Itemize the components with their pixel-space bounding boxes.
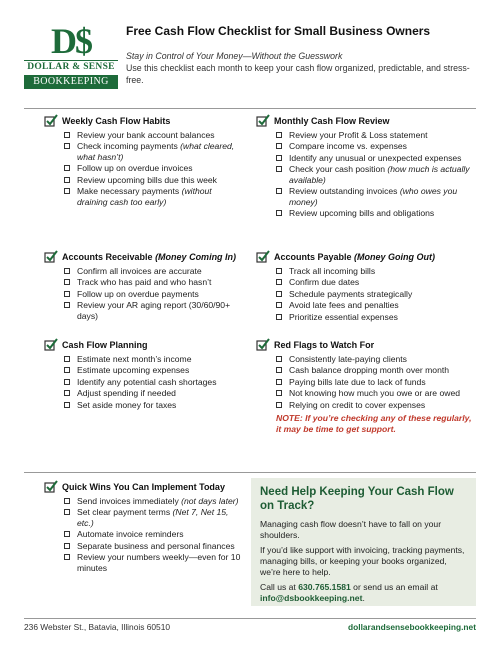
section-quick-wins — [44, 480, 244, 574]
section-heading: Red Flags to Watch For — [256, 338, 476, 352]
help-text-1: Managing cash flow doesn’t have to fall on your shoulders. — [260, 518, 442, 540]
checkbox-icon[interactable] — [64, 356, 70, 362]
checklist — [64, 130, 244, 207]
checkbox-icon[interactable] — [64, 143, 70, 149]
section-heading: Weekly Cash Flow Habits — [44, 114, 244, 128]
footer-address: 236 Webster St., Batavia, Illinois 60510 — [24, 622, 171, 632]
company-logo — [24, 22, 118, 88]
checklist-item — [276, 312, 476, 322]
help-box — [251, 478, 476, 606]
checklist — [64, 496, 244, 573]
section-monthly — [256, 114, 476, 220]
checklist-item — [276, 365, 476, 375]
checklist-item-text: Prioritize essential expenses — [289, 311, 398, 322]
checkbox-icon[interactable] — [64, 177, 70, 183]
checklist — [276, 130, 476, 219]
checklist-item-text: Compare income vs. expenses — [289, 141, 407, 152]
checkbox-icon[interactable] — [276, 268, 282, 274]
section-heading: Monthly Cash Flow Review — [256, 114, 476, 128]
checkbox-icon[interactable] — [64, 291, 70, 297]
phone-link[interactable]: 630.765.1581 — [298, 581, 351, 592]
intro-text: Use this checklist each month to keep your cash flow organized, predictable, and stress-free. — [126, 63, 470, 85]
checklist-item — [64, 163, 244, 173]
checklist-item — [276, 186, 476, 207]
checklist — [64, 354, 244, 410]
help-text-2: If you’d like support with invoicing, tracking payments, managing bills, or keeping your books organized, we’re here to help. — [260, 544, 465, 577]
checkmark-icon — [256, 250, 270, 264]
checkbox-icon[interactable] — [64, 509, 70, 515]
help-contact: Call us at 630.765.1581 or send us an email at info@dsbookkeeping.net. — [260, 581, 438, 603]
checkbox-icon[interactable] — [276, 390, 282, 396]
checklist-item — [64, 130, 244, 140]
checklist-item-text: Confirm all invoices are accurate — [77, 266, 202, 276]
section-divider — [24, 472, 476, 473]
checkbox-icon[interactable] — [64, 402, 70, 408]
header — [24, 22, 484, 102]
checklist-item — [64, 277, 249, 287]
checklist-item — [276, 289, 476, 299]
checklist-item — [64, 496, 244, 506]
checkbox-icon[interactable] — [64, 379, 70, 385]
checkbox-icon[interactable] — [276, 279, 282, 285]
checklist-item-text: Identify any potential cash shortages — [77, 376, 217, 387]
checklist-item — [64, 541, 244, 551]
checklist — [64, 266, 249, 321]
checklist-item — [276, 266, 476, 276]
checklist-item-text: Automate invoice reminders — [77, 529, 184, 540]
checkmark-icon — [256, 114, 270, 128]
checklist-item — [64, 175, 244, 185]
checkbox-icon[interactable] — [276, 356, 282, 362]
checklist-item — [276, 153, 476, 163]
checkbox-icon[interactable] — [64, 390, 70, 396]
checkbox-icon[interactable] — [64, 543, 70, 549]
checkbox-icon[interactable] — [64, 554, 70, 560]
checkbox-icon[interactable] — [276, 379, 282, 385]
checklist-item — [64, 400, 244, 410]
checklist-item — [276, 300, 476, 310]
checklist-item-text: Follow up on overdue payments — [77, 288, 199, 299]
section-red-flags — [256, 338, 476, 435]
checklist-item — [64, 365, 244, 375]
checklist-item-text: Send invoices immediately (not days later) — [77, 496, 239, 506]
section-heading: Accounts Receivable (Money Coming In) — [44, 250, 249, 264]
checklist — [276, 354, 476, 410]
checklist-item — [64, 141, 244, 162]
checklist-item-text: Consistently late-paying clients — [289, 354, 407, 364]
checklist-item — [64, 289, 249, 299]
red-flags-note: NOTE: If you’re checking any of these regularly, it may be time to get support. — [276, 413, 472, 435]
email-link[interactable]: info@dsbookkeeping.net — [260, 592, 363, 603]
checklist-item-text: Make necessary payments (without draining cash too early) — [77, 186, 212, 207]
checklist-item-text: Identify any unusual or unexpected expenses — [289, 152, 462, 163]
checklist-item-text: Review your AR aging report (30/60/90+ days) — [77, 300, 231, 321]
checkbox-icon[interactable] — [276, 367, 282, 373]
footer-website-link[interactable]: dollarandsensebookkeeping.net — [348, 622, 476, 632]
checklist-item — [64, 529, 244, 539]
checkbox-icon[interactable] — [276, 188, 282, 194]
checklist-item — [64, 266, 249, 276]
checklist-item-text: Schedule payments strategically — [289, 288, 413, 299]
checklist-item-text: Estimate next month’s income — [77, 354, 192, 364]
checklist-item — [64, 354, 244, 364]
checklist-item — [276, 354, 476, 364]
checklist-item — [64, 552, 244, 573]
checklist-item-text: Paying bills late due to lack of funds — [289, 376, 426, 387]
checklist-item-text: Confirm due dates — [289, 277, 360, 288]
footer — [24, 618, 476, 632]
checkbox-icon[interactable] — [276, 155, 282, 161]
checklist-item — [276, 130, 476, 140]
checklist-item-text: Check incoming payments (what cleared, what hasn’t) — [77, 141, 235, 162]
checklist-item-text: Cash balance dropping month over month — [289, 365, 450, 376]
checkbox-icon[interactable] — [276, 314, 282, 320]
checklist-item-text: Separate business and personal finances — [77, 540, 235, 551]
checklist-item-text: Set aside money for taxes — [77, 399, 177, 410]
checkbox-icon[interactable] — [276, 166, 282, 172]
checklist-item-text: Review your numbers weekly—even for 10 minutes — [77, 552, 241, 573]
checkbox-icon[interactable] — [276, 132, 282, 138]
checklist-item-text: Adjust spending if needed — [77, 388, 176, 399]
checklist-item — [276, 400, 476, 410]
checklist-item-text: Review your Profit & Loss statement — [289, 130, 428, 140]
checklist-item — [64, 377, 244, 387]
section-heading: Cash Flow Planning — [44, 338, 244, 352]
checkbox-icon[interactable] — [64, 188, 70, 194]
checklist-item — [276, 277, 476, 287]
checklist-item-text: Review outstanding invoices (who owes you money) — [289, 186, 458, 207]
checklist-item-text: Avoid late fees and penalties — [289, 300, 399, 311]
checkbox-icon[interactable] — [276, 210, 282, 216]
section-weekly — [44, 114, 244, 208]
checklist-item — [64, 300, 249, 321]
checklist-item-text: Track all incoming bills — [289, 266, 376, 276]
checklist-item-text: Check your cash position (how much is actually available) — [289, 164, 470, 185]
checklist-item-text: Estimate upcoming expenses — [77, 365, 190, 376]
help-heading: Need Help Keeping Your Cash Flow on Track? — [260, 486, 454, 512]
checklist-item-text: Follow up on overdue invoices — [77, 163, 193, 174]
checkbox-icon[interactable] — [276, 402, 282, 408]
logo-name-line2: BOOKKEEPING — [24, 75, 118, 89]
checklist — [276, 266, 476, 322]
checkbox-icon[interactable] — [64, 165, 70, 171]
checkbox-icon[interactable] — [64, 302, 70, 308]
checklist-item-text: Review upcoming bills and obligations — [289, 208, 435, 219]
checkbox-icon[interactable] — [276, 302, 282, 308]
checklist-item — [64, 507, 244, 528]
checklist-item-text: Review your bank account balances — [77, 130, 215, 140]
checklist-item-text: Set clear payment terms (Net 7, Net 15, etc.) — [77, 507, 229, 528]
checklist-item — [276, 388, 476, 398]
section-accounts-payable — [256, 250, 476, 323]
section-cash-flow-planning — [44, 338, 244, 411]
checkbox-icon[interactable] — [64, 279, 70, 285]
checkmark-icon — [44, 338, 58, 352]
checkbox-icon[interactable] — [276, 143, 282, 149]
checklist-item-text: Track who has paid and who hasn’t — [77, 277, 212, 288]
checkbox-icon[interactable] — [64, 132, 70, 138]
checklist-item-text: Not knowing how much you owe or are owed — [289, 388, 461, 399]
section-accounts-receivable — [44, 250, 249, 322]
checklist-item — [64, 388, 244, 398]
checklist-item-text: Relying on credit to cover expenses — [289, 399, 426, 410]
section-heading: Quick Wins You Can Implement Today — [44, 480, 244, 494]
checkbox-icon[interactable] — [64, 531, 70, 537]
checkbox-icon[interactable] — [64, 367, 70, 373]
header-text — [126, 24, 486, 86]
checkbox-icon[interactable] — [64, 498, 70, 504]
page-title: Free Cash Flow Checklist for Small Business Owners — [126, 24, 431, 38]
checklist-item-text: Review upcoming bills due this week — [77, 174, 217, 185]
header-divider — [24, 108, 476, 109]
checklist-item — [276, 377, 476, 387]
checkmark-icon — [256, 338, 270, 352]
logo-mark: D$ — [51, 21, 91, 61]
checklist-item — [276, 164, 476, 185]
tagline: Stay in Control of Your Money—Without the Guesswork — [126, 50, 343, 61]
checklist-item — [276, 208, 476, 218]
checkbox-icon[interactable] — [64, 268, 70, 274]
checkmark-icon — [44, 250, 58, 264]
checkbox-icon[interactable] — [276, 291, 282, 297]
logo-name-line1: DOLLAR & SENSE — [24, 60, 118, 74]
checkmark-icon — [44, 480, 58, 494]
checklist-item — [276, 141, 476, 151]
checklist-item — [64, 186, 244, 207]
section-heading: Accounts Payable (Money Going Out) — [256, 250, 476, 264]
checkmark-icon — [44, 114, 58, 128]
